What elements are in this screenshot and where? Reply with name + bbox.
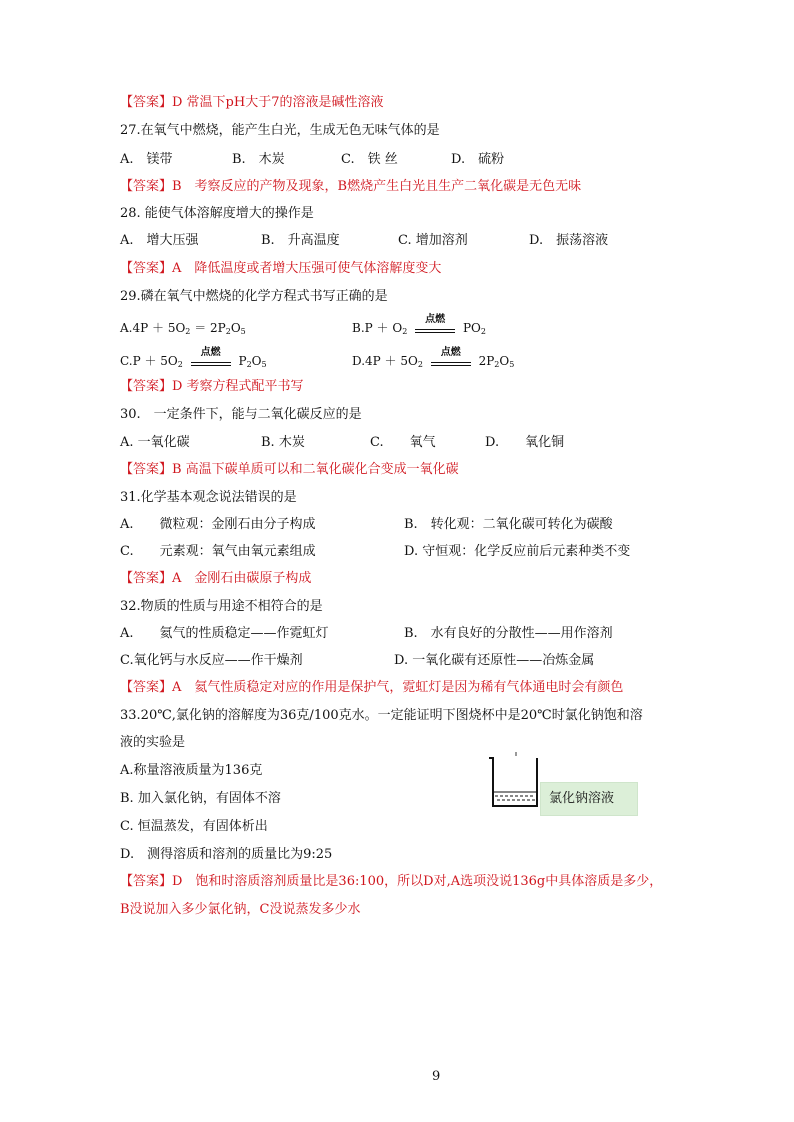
q29-c-right: P [238,354,247,368]
q33-option-b: B. 加入氯化钠，有固体不溶 [120,791,281,806]
q33-option-a: A.称量溶液质量为136克 [120,763,263,778]
q30-option-d: D. 氧化铜 [485,435,565,450]
q29-c-sub1: 2 [177,360,183,369]
answer-28: 【答案】A 降低温度或者增大压强可使气体溶解度变大 [120,261,442,276]
q29-a-sub3: 5 [240,327,246,336]
question-33-stem-line1: 33.20℃,氯化钠的溶解度为36克/100克水。一定能证明下图烧杯中是20℃时氯化钠饱和溶 [120,708,643,723]
q28-option-c: C. 增加溶剂 [398,233,468,248]
q29-b-arrow [415,313,455,338]
question-31-stem: 31.化学基本观念说法错误的是 [120,490,297,505]
q29-a-sub1: 2 [185,327,191,336]
q31-option-a: A. 微粒观：金刚石由分子构成 [120,517,316,532]
answer-29: 【答案】D 考察方程式配平书写 [120,379,304,394]
q29-d-sub1: 2 [417,360,423,369]
q32-option-a: A. 氦气的性质稳定——作霓虹灯 [120,626,329,641]
q32-option-b: B. 水有良好的分散性——用作溶剂 [404,626,613,641]
q29-c-sub3: 5 [261,360,267,369]
q28-option-a: A. 增大压强 [120,233,199,248]
q29-option-b [352,313,486,341]
q27-option-a: A. 镁带 [120,152,173,167]
question-33-stem-line2: 液的实验是 [120,735,186,750]
answer-26: 【答案】D 常温下pH大于7的溶液是碱性溶液 [120,95,384,110]
q29-c-sub2: 2 [246,360,252,369]
q27-option-b: B. 木炭 [232,152,285,167]
q29-c-prefix: C.P ＋ 5O [120,354,178,368]
q29-d-sub2: 2 [494,360,500,369]
q33-option-d: D. 测得溶质和溶剂的质量比为9:25 [120,847,333,862]
q31-option-c: C. 元素观：氧气由氧元素组成 [120,544,316,559]
q29-option-a [120,319,246,341]
question-30-stem: 30. 一定条件下，能与二氧化碳反应的是 [120,407,362,422]
beaker-label: 氯化钠溶液 [540,782,638,816]
q29-c-condition: 点燃 [200,346,221,358]
q31-option-d: D. 守恒观：化学反应前后元素种类不变 [404,544,631,559]
q29-a-sub2: 2 [225,327,231,336]
q29-d-condition: 点燃 [440,346,461,358]
q27-option-c: C. 铁 丝 [341,152,398,167]
answer-27: 【答案】B 考察反应的产物及现象，B燃烧产生白光且生产二氧化碳是无色无味 [120,179,582,194]
q29-b-prefix: B.P ＋ O [352,321,403,335]
q33-option-c: C. 恒温蒸发，有固体析出 [120,819,268,834]
answer-31: 【答案】A 金刚石由碳原子构成 [120,571,312,586]
question-32-stem: 32.物质的性质与用途不相符合的是 [120,599,323,614]
q29-b-condition: 点燃 [425,313,446,325]
q29-b-right: PO [462,321,481,335]
q29-d-sub3: 5 [509,360,515,369]
q29-c-arrow [191,346,231,371]
answer-33-line1: 【答案】D 饱和时溶质溶剂质量比是36:100，所以D对,A选项没说136g中具体溶质是多少， [120,874,663,889]
q28-option-b: B. 升高温度 [261,233,340,248]
answer-32: 【答案】A 氦气性质稳定对应的作用是保护气，霓虹灯是因为稀有气体通电时会有颜色 [120,680,624,695]
q29-a-prefix: A.4P ＋ 5O [120,321,186,335]
answer-30: 【答案】B 高温下碳单质可以和二氧化碳化合变成一氧化碳 [120,462,459,477]
q28-option-d: D. 振荡溶液 [529,233,609,248]
q29-d-arrow [431,346,471,371]
q29-c-right2: O [251,354,262,368]
page-number: 9 [432,1069,441,1084]
q29-d-right: 2P [478,354,495,368]
q27-option-d: D. 硫粉 [451,152,505,167]
q29-option-c [120,346,267,374]
q32-option-d: D. 一氧化碳有还原性——冶炼金属 [394,653,595,668]
q29-a-mid2: O [230,321,241,335]
q29-option-d [352,346,515,374]
q30-option-a: A. 一氧化碳 [120,435,190,450]
question-27-stem: 27.在氧气中燃烧，能产生白光，生成无色无味气体的是 [120,123,440,138]
q30-option-c: C. 氧气 [370,435,436,450]
q29-d-right2: O [499,354,510,368]
q29-d-prefix: D.4P ＋ 5O [352,354,418,368]
q29-a-mid: ＝ 2P [190,321,226,335]
question-29-stem: 29.磷在氧气中燃烧的化学方程式书写正确的是 [120,289,388,304]
question-28-stem: 28. 能使气体溶解度增大的操作是 [120,206,314,221]
q29-b-sub1: 2 [402,327,408,336]
answer-33-line2: B没说加入多少氯化钠，C没说蒸发多少水 [120,902,361,917]
q31-option-b: B. 转化观：二氧化碳可转化为碳酸 [404,517,613,532]
q32-option-c: C.氧化钙与水反应——作干燥剂 [120,653,303,668]
q29-b-sub2: 2 [480,327,486,336]
q30-option-b: B. 木炭 [261,435,305,450]
beaker-figure [484,752,544,812]
